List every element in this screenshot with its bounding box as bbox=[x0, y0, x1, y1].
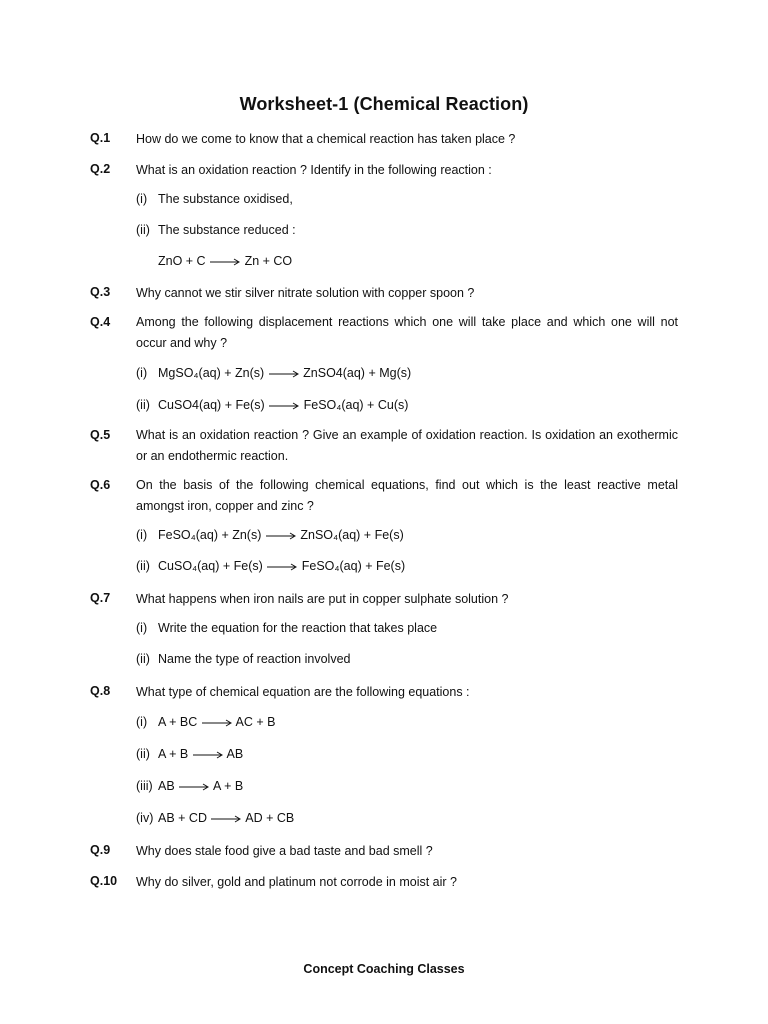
sub-item-marker: (ii) bbox=[136, 652, 150, 666]
question-text: Why does stale food give a bad taste and bad smell ? bbox=[136, 844, 433, 858]
page-footer: Concept Coaching Classes bbox=[303, 962, 465, 976]
sub-item-marker: (iv) bbox=[136, 811, 154, 825]
sub-item bbox=[136, 621, 437, 635]
question-text: How do we come to know that a chemical reaction has taken place ? bbox=[136, 132, 516, 146]
equation-rhs: A + B bbox=[212, 779, 244, 793]
sub-item-text: The substance reduced : bbox=[158, 223, 296, 237]
equation-rhs: FeSO₄(aq) + Fe(s) bbox=[301, 559, 406, 573]
reaction-arrow-icon bbox=[210, 258, 240, 266]
question-text: Why cannot we stir silver nitrate solution with copper spoon ? bbox=[136, 286, 475, 300]
sub-item-marker: (i) bbox=[136, 621, 148, 635]
reaction-arrow-icon bbox=[269, 402, 299, 410]
question-number: Q.7 bbox=[90, 591, 111, 605]
equation-rhs: AD + CB bbox=[245, 811, 295, 825]
equation-lhs: A + BC bbox=[158, 715, 198, 729]
equation-rhs: ZnSO4(aq) + Mg(s) bbox=[303, 366, 412, 380]
reaction-arrow-icon bbox=[266, 532, 296, 540]
sub-item-text: Name the type of reaction involved bbox=[158, 652, 351, 666]
sub-item-marker: (ii) bbox=[136, 747, 150, 761]
equation-lhs: MgSO₄(aq) + Zn(s) bbox=[158, 366, 265, 380]
reaction-arrow-icon bbox=[211, 815, 241, 823]
equation-lhs: CuSO₄(aq) + Fe(s) bbox=[158, 559, 263, 573]
reaction-arrow-icon bbox=[267, 563, 297, 571]
sub-item bbox=[136, 779, 243, 793]
equation-rhs: AC + B bbox=[235, 715, 276, 729]
equation-rhs: Zn + CO bbox=[244, 254, 293, 268]
reaction-arrow-icon bbox=[269, 370, 299, 378]
question-text: What is an oxidation reaction ? Give an example of oxidation reaction. Is oxidation an exothermic or an endothermic reaction. bbox=[136, 428, 678, 463]
question-number: Q.1 bbox=[90, 131, 111, 145]
sub-item bbox=[136, 192, 293, 206]
sub-item bbox=[136, 652, 350, 666]
sub-item-marker: (i) bbox=[136, 528, 148, 542]
equation-rhs: ZnSO₄(aq) + Fe(s) bbox=[300, 528, 404, 542]
question-text: What is an oxidation reaction ? Identify in the following reaction : bbox=[136, 163, 492, 177]
equation-lhs: FeSO₄(aq) + Zn(s) bbox=[158, 528, 262, 542]
sub-item-marker: (i) bbox=[136, 715, 148, 729]
question-number: Q.8 bbox=[90, 684, 111, 698]
sub-item bbox=[136, 398, 408, 412]
sub-item-text: The substance oxidised, bbox=[158, 192, 293, 206]
sub-item bbox=[136, 559, 405, 573]
question-text: What type of chemical equation are the following equations : bbox=[136, 685, 470, 699]
reaction-arrow-icon bbox=[179, 783, 209, 791]
question-number: Q.5 bbox=[90, 428, 111, 442]
sub-item-marker: (ii) bbox=[136, 223, 150, 237]
sub-item-marker: (iii) bbox=[136, 779, 153, 793]
question-text: Why do silver, gold and platinum not corrode in moist air ? bbox=[136, 875, 457, 889]
question-number: Q.9 bbox=[90, 843, 111, 857]
reaction-arrow-icon bbox=[193, 751, 223, 759]
question-number: Q.10 bbox=[90, 874, 118, 888]
reaction-arrow-icon bbox=[202, 719, 232, 727]
sub-item-marker: (i) bbox=[136, 192, 148, 206]
question-number: Q.6 bbox=[90, 478, 111, 492]
sub-item-marker: (ii) bbox=[136, 398, 150, 412]
page-title: Worksheet-1 (Chemical Reaction) bbox=[239, 94, 529, 114]
sub-item-marker: (i) bbox=[136, 366, 148, 380]
sub-item-text: Write the equation for the reaction that takes place bbox=[158, 621, 438, 635]
sub-item bbox=[136, 747, 243, 761]
equation-lhs: A + B bbox=[158, 747, 189, 761]
question-text: On the basis of the following chemical equations, find out which is the least reactive metal amongst iron, copper and zinc ? bbox=[136, 478, 678, 513]
question-number: Q.4 bbox=[90, 315, 111, 329]
sub-item bbox=[136, 223, 296, 237]
equation-lhs: ZnO + C bbox=[158, 254, 206, 268]
sub-item bbox=[136, 528, 404, 542]
question-number: Q.2 bbox=[90, 162, 111, 176]
sub-item bbox=[136, 715, 276, 729]
sub-item-marker: (ii) bbox=[136, 559, 150, 573]
sub-item bbox=[136, 811, 294, 825]
chemical-equation bbox=[158, 254, 292, 268]
sub-item bbox=[136, 366, 411, 380]
question-number: Q.3 bbox=[90, 285, 111, 299]
equation-rhs: FeSO₄(aq) + Cu(s) bbox=[303, 398, 409, 412]
equation-rhs: AB bbox=[226, 747, 244, 761]
equation-lhs: AB + CD bbox=[158, 811, 207, 825]
question-text: Among the following displacement reactions which one will take place and which one will not occur and why ? bbox=[136, 315, 678, 350]
question-text: What happens when iron nails are put in copper sulphate solution ? bbox=[136, 592, 509, 606]
equation-lhs: CuSO4(aq) + Fe(s) bbox=[158, 398, 265, 412]
equation-lhs: AB bbox=[158, 779, 175, 793]
